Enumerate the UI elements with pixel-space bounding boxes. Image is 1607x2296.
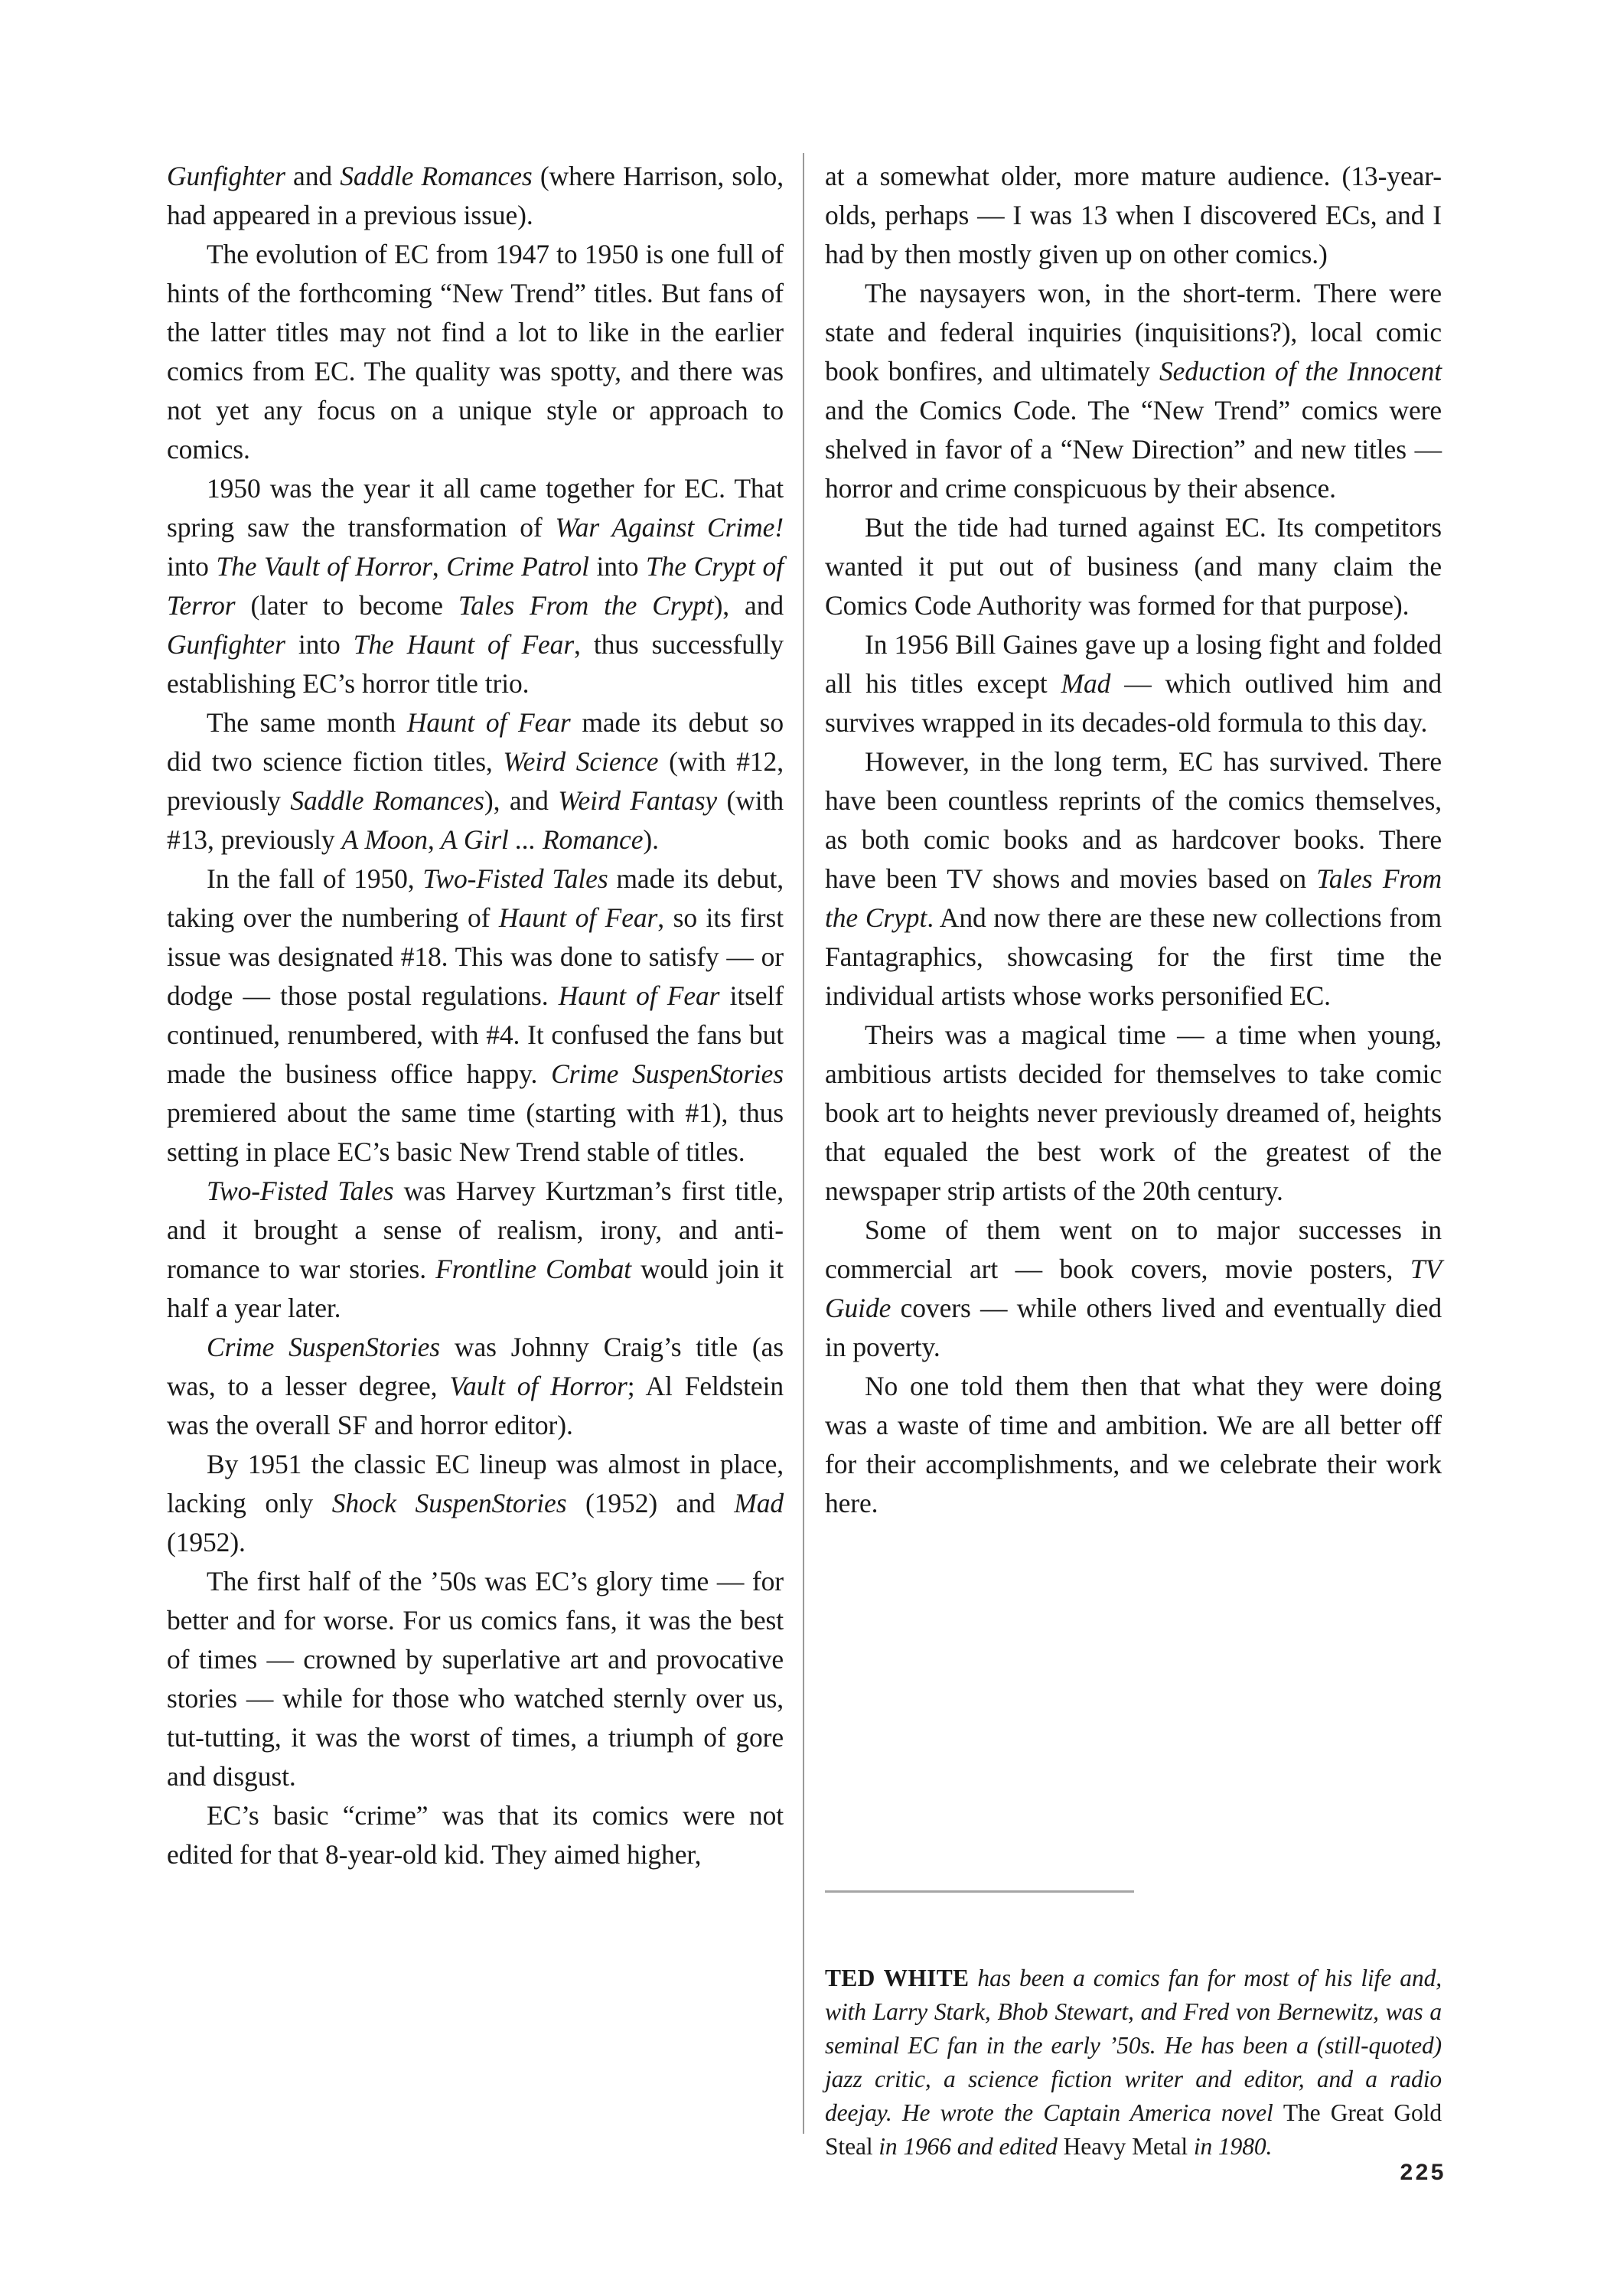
text-run: Theirs was a magical time — a time when young, ambitious artists decided for themselves to take comic book art to heights never previously dreamed of, heights that equaled the best work of the greatest of the newspaper strip artists of the 20th century. [825,1019,1442,1206]
bio-separator-rule [825,1890,1134,1893]
text-run: ). [643,824,659,855]
bio-title-roman: Heavy Metal [1063,2133,1188,2160]
body-paragraph [167,1445,784,1562]
title-italic: Two-Fisted Tales [207,1176,394,1206]
text-run: (1952) and [566,1488,735,1518]
text-run: 1950 was the year it all came together for EC. That spring saw the transformation of [167,473,784,543]
title-italic: The Vault of Horror [216,551,432,582]
body-paragraph [825,1367,1442,1523]
text-run: ), and [713,590,784,621]
bio-text-run: in 1966 and edited [872,2133,1064,2160]
body-paragraph [825,157,1442,274]
text-run: itself continued, renumbered, with #4. It confused the fans but made the business office happy. [167,980,784,1089]
text-run: The first half of the ’50s was EC’s glory time — for better and for worse. For us comics fans, it was the best of times — crowned by superlative art and provocative stories — while for those who watched sternly over us, tut-tutting, it was the worst of times, a triumph of gore and disgust. [167,1566,784,1792]
body-paragraph [167,1172,784,1328]
body-paragraph [167,1562,784,1796]
text-run: made its debut, taking over the numbering of [167,863,784,933]
body-paragraph [167,157,784,235]
text-run: , so its first issue was designated #18. This was done to satisfy — or dodge — those postal regulations. [167,902,784,1011]
title-italic: Haunt of Fear [498,902,658,933]
text-run: , [432,551,447,582]
bio-text-run: has been a comics fan for most of his life and, with Larry Stark, Bhob Stewart, and Fred von Bernewitz, was a seminal EC fan in the early ’50s. He has been a (still-quoted) jazz critic, a science fiction writer and editor, and a radio deejay. He wrote the Captain America novel [825,1965,1442,2126]
text-run: and the Comics Code. The “New Trend” comics were shelved in favor of a “New Direction” and new titles — horror and crime conspicuous by their absence. [825,395,1442,504]
text-run: The same month [207,707,407,738]
title-italic: Weird Fantasy [558,785,718,816]
text-run: into [588,551,646,582]
text-run: , thus successfully establishing EC’s horror title trio. [167,629,784,699]
text-run: ), and [484,785,559,816]
column-divider-rule [803,153,804,2134]
text-run: (1952). [167,1527,246,1557]
body-paragraph [167,235,784,469]
text-run: premiered about the same time (starting with #1), thus setting in place EC’s basic New Trend stable of titles. [167,1097,784,1167]
text-run: In the fall of 1950, [207,863,423,894]
text-run: . And now there are these new collections from Fantagraphics, showcasing for the first time the individual artists whose works personified EC. [825,902,1442,1011]
body-paragraph [167,859,784,1172]
title-italic: Vault of Horror [449,1371,627,1401]
text-run: was Harvey Kurtzman’s first title, and it brought a sense of realism, irony, and anti-romance to war stories. [167,1176,784,1284]
text-run: No one told them then that what they were doing was a waste of time and ambition. We are all better off for their accomplishments, and we celebrate their work here. [825,1371,1442,1518]
title-italic: Crime SuspenStories [551,1058,784,1089]
text-run: at a somewhat older, more mature audience. (13-year-olds, perhaps — I was 13 when I discovered ECs, and I had by then mostly given up on other comics.) [825,161,1442,269]
title-italic: Crime Patrol [446,551,589,582]
body-paragraph [825,508,1442,625]
text-run: into [167,551,217,582]
text-run: Some of them went on to major successes in commercial art — book covers, movie posters, [825,1215,1442,1284]
text-run: made its debut so did two science fiction titles, [167,707,784,777]
title-italic: Saddle Romances [290,785,484,816]
text-run: In 1956 Bill Gaines gave up a losing fight and folded all his titles except [825,629,1442,699]
author-bio-block [825,1890,1442,2164]
text-run: covers — while others lived and eventually died in poverty. [825,1293,1442,1362]
text-run: The evolution of EC from 1947 to 1950 is one full of hints of the forthcoming “New Trend” titles. But fans of the latter titles may not find a lot to like in the earlier comics from EC. The quality was spotty, and there was not yet any focus on a unique style or approach to comics. [167,239,784,465]
title-italic: War Against Crime! [555,512,784,543]
author-bio-text [825,1962,1442,2164]
title-italic: Tales From the Crypt [458,590,714,621]
title-italic: Mad [1061,668,1111,699]
text-run: and [285,161,341,191]
title-italic: Frontline Combat [435,1254,631,1284]
body-paragraph [825,1211,1442,1367]
title-italic: Saddle Romances [340,161,533,191]
title-italic: Gunfighter [167,629,285,660]
body-paragraph [167,1328,784,1445]
text-run: But the tide had turned against EC. Its competitors wanted it put out of business (and many claim the Comics Code Authority was formed for that purpose). [825,512,1442,621]
right-text-column [825,157,1442,1523]
bio-title-roman: The Great Gold Steal [825,2099,1442,2160]
title-italic: Haunt of Fear [406,707,571,738]
author-name: TED WHITE [825,1965,970,1991]
title-italic: TV Guide [825,1254,1442,1323]
title-italic: Shock SuspenStories [331,1488,567,1518]
text-run: — which outlived him and survives wrapped in its decades-old formula to this day. [825,668,1442,738]
text-run: into [285,629,354,660]
text-run: However, in the long term, EC has survived. There have been countless reprints of the comics themselves, as both comic books and as hardcover books. There have been TV shows and movies based on [825,746,1442,894]
page-number: 225 [1400,2160,1446,2185]
text-run: By 1951 the classic EC lineup was almost in place, lacking only [167,1449,784,1518]
text-run: ; Al Feldstein was the overall SF and horror editor). [167,1371,784,1440]
body-paragraph [167,703,784,859]
title-italic: The Crypt of Terror [167,551,784,621]
title-italic: Mad [734,1488,784,1518]
title-italic: A Moon, A Girl ... Romance [341,824,644,855]
title-italic: The Haunt of Fear [353,629,575,660]
text-run: The naysayers won, in the short-term. There were state and federal inquiries (inquisitions?), local comic book bonfires, and ultimately [825,278,1442,386]
text-run: (with #12, previously [167,746,784,816]
text-run: EC’s basic “crime” was that its comics were not edited for that 8-year-old kid. They aimed higher, [167,1800,784,1870]
body-paragraph [167,1796,784,1874]
text-run: was Johnny Craig’s title (as was, to a lesser degree, [167,1332,784,1401]
text-run: (later to become [235,590,458,621]
body-paragraph [825,1016,1442,1211]
text-run: would join it half a year later. [167,1254,784,1323]
title-italic: Gunfighter [167,161,285,191]
title-italic: Haunt of Fear [558,980,720,1011]
title-italic: Crime SuspenStories [207,1332,441,1362]
title-italic: Weird Science [503,746,659,777]
body-paragraph [167,469,784,703]
text-run: (where Harrison, solo, had appeared in a previous issue). [167,161,784,230]
text-run: (with #13, previously [167,785,784,855]
title-italic: Seduction of the Innocent [1159,356,1442,386]
bio-text-run: in 1980. [1188,2133,1273,2160]
body-paragraph [825,742,1442,1016]
left-text-column [167,157,784,1874]
body-paragraph [825,274,1442,508]
body-paragraph [825,625,1442,742]
title-italic: Tales From the Crypt [825,863,1442,933]
title-italic: Two-Fisted Tales [422,863,608,894]
